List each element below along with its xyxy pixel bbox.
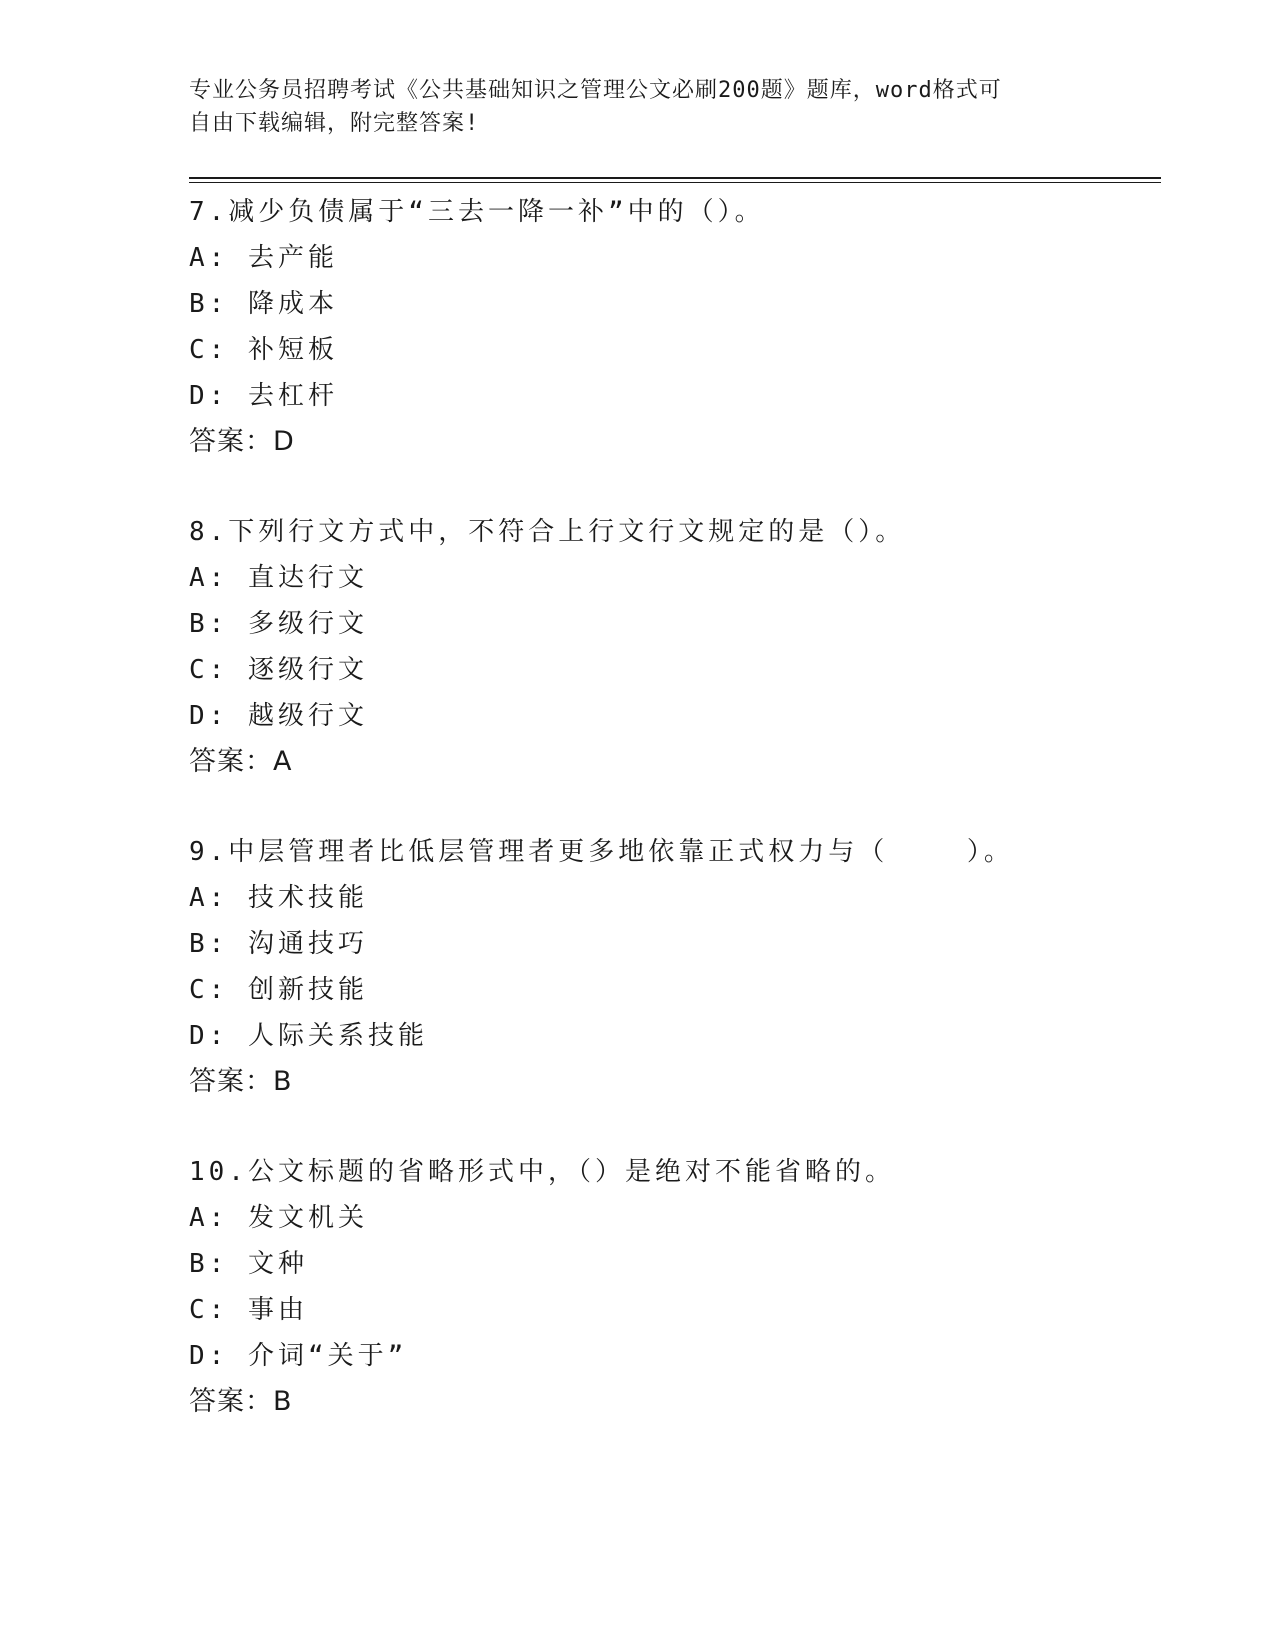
question-stem: 10.公文标题的省略形式中，（）是绝对不能省略的。 (189, 1157, 895, 1187)
option-b: B: 沟通技巧 (189, 929, 368, 959)
answer-line: 答案：B (189, 1066, 293, 1097)
option-a: A: 发文机关 (189, 1203, 368, 1233)
question-stem: 7.减少负债属于“三去一降一补”中的（）。 (189, 197, 765, 227)
option-c: C: 补短板 (189, 335, 338, 365)
answer-line: 答案：D (189, 426, 295, 457)
question-9 (189, 829, 1161, 1105)
option-a: A: 去产能 (189, 243, 338, 273)
option-a: A: 技术技能 (189, 883, 368, 913)
option-d: D: 越级行文 (189, 701, 368, 731)
option-b: B: 文种 (189, 1249, 308, 1279)
document-header (189, 74, 1089, 140)
question-list (189, 189, 1161, 1469)
question-stem: 8.下列行文方式中，不符合上行文行文规定的是（）。 (189, 517, 906, 547)
question-8 (189, 509, 1161, 785)
option-b: B: 降成本 (189, 289, 338, 319)
option-c: C: 逐级行文 (189, 655, 368, 685)
option-d: D: 介词“关于” (189, 1341, 408, 1371)
option-a: A: 直达行文 (189, 563, 368, 593)
answer-line: 答案：B (189, 1386, 293, 1417)
header-line-2: 自由下载编辑，附完整答案! (189, 111, 480, 136)
question-7 (189, 189, 1161, 465)
option-c: C: 创新技能 (189, 975, 368, 1005)
option-d: D: 去杠杆 (189, 381, 338, 411)
answer-line: 答案：A (189, 746, 293, 777)
option-c: C: 事由 (189, 1295, 308, 1325)
option-b: B: 多级行文 (189, 609, 368, 639)
question-10 (189, 1149, 1161, 1425)
option-d: D: 人际关系技能 (189, 1021, 428, 1051)
question-stem: 9.中层管理者比低层管理者更多地依靠正式权力与（ ）。 (189, 837, 1014, 867)
header-divider-thick (189, 177, 1161, 179)
header-divider-thin (189, 182, 1161, 183)
header-line-1: 专业公务员招聘考试《公共基础知识之管理公文必刷200题》题库，word格式可 (189, 78, 1002, 103)
